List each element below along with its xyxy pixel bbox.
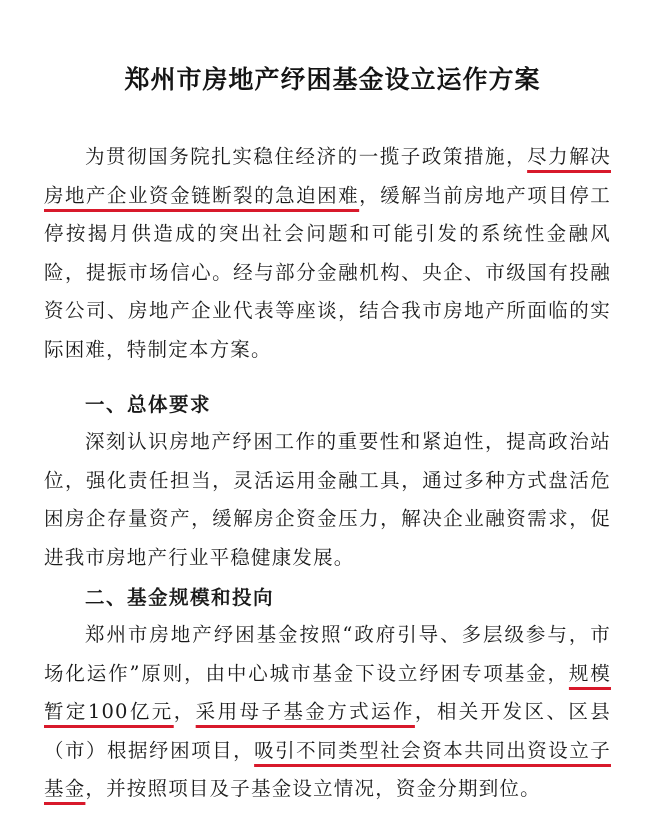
section-2-text-3: ，相关开发区、区县（市）根据纾困项目， [44, 700, 611, 762]
section-2-text-4: ，并按照项目及子基金设立情况，资金分期到位。 [85, 777, 541, 801]
section-2-text-2: ， [173, 700, 196, 724]
document-title: 郑州市房地产纾困基金设立运作方案 [124, 65, 541, 94]
intro-paragraph [44, 138, 611, 370]
section-2-heading: 二、基金规模和投向 [85, 586, 275, 609]
section-2-text-1: 郑州市房地产纾困基金按照“政府引导、多层级参与，市场化运作”原则，由中心城市基金下设立纾困专项基金， [44, 623, 611, 685]
section-2-highlight-3: 吸引不同类型社会资本共同出资设立子基金 [44, 738, 611, 801]
intro-highlight-1: 尽力解决房地产企业资金链断裂的急迫困难 [44, 145, 611, 207]
intro-text-1: 为贯彻国务院扎实稳住经济的一揽子政策措施， [85, 145, 528, 168]
section-1-paragraph: 深刻认识房地产纾困工作的重要性和紧迫性，提高政治站位，强化责任担当，灵活运用金融工具，通过多种方式盘活危困房企存量资产，缓解房企资金压力，解决企业融资需求，促进我市房地产行业平稳健康发展。 [44, 430, 611, 569]
section-2-paragraph [44, 616, 611, 809]
section-2-highlight-2: 采用母子基金方式运作 [195, 700, 415, 724]
section-1-heading: 一、总体要求 [85, 393, 212, 416]
intro-text-2: ，缓解当前房地产项目停工停按揭月供造成的突出社会问题和可能引发的系统性金融风险，提振市场信心。经与部分金融机构、央企、市级国有投融资公司、房地产企业代表等座谈，结合我市房地产所面临的实际困难，特制定本方案。 [44, 183, 611, 361]
section-2-highlight-1: 规模暂定100亿元 [44, 661, 611, 724]
